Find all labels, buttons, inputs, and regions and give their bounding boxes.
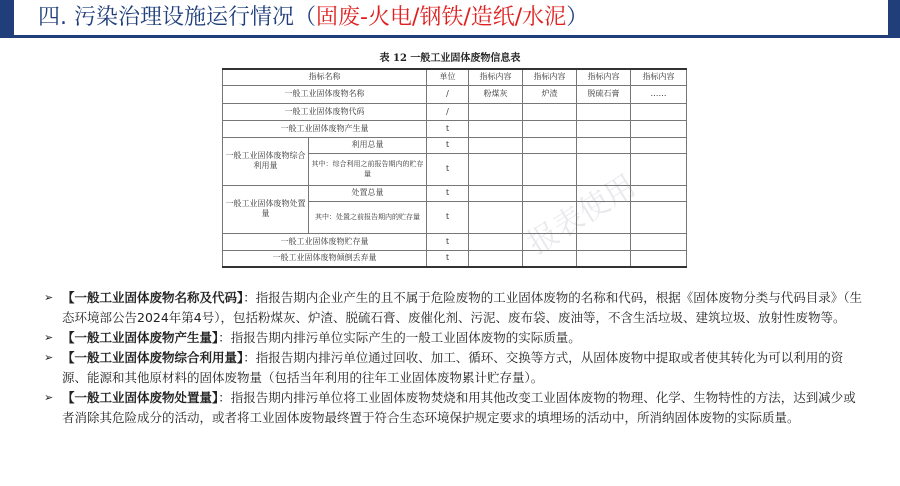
unit-cell: t	[427, 185, 469, 201]
table-header-row	[223, 69, 687, 85]
unit-cell: t	[427, 201, 469, 233]
title-suffix: ）	[566, 5, 589, 30]
header-underline	[0, 35, 900, 38]
unit-cell: t	[427, 137, 469, 153]
row-label: 一般工业固体废物产生量	[223, 120, 427, 137]
title-prefix: 四. 污染治理设施运行情况（	[38, 5, 316, 30]
table-row	[223, 103, 687, 120]
value-cell: 粉煤灰	[469, 85, 523, 103]
unit-cell: t	[427, 120, 469, 137]
bullet-arrow-icon: ➢	[44, 351, 54, 364]
row-label: 利用总量	[309, 137, 427, 153]
term: 【一般工业固体废物处置量】	[62, 390, 219, 405]
title-highlight: 固废-火电/钢铁/造纸/水泥	[316, 5, 567, 30]
table-row	[223, 250, 687, 267]
definition-list	[44, 288, 864, 428]
row-label: 其中：综合利用之前报告期内的贮存量	[309, 153, 427, 185]
unit-cell: /	[427, 103, 469, 120]
definition: ：指报告期内排污单位实际产生的一般工业固体废物的实际质量。	[218, 330, 581, 345]
header-cell: 指标内容	[469, 69, 523, 85]
term: 【一般工业固体废物名称及代码】	[62, 290, 244, 305]
definition: ：指报告期内排污单位通过回收、加工、循环、交换等方式，从固体废物中提取或者使其转化为可以利用的资源、能源和其他原材料的固体废物量（包括当年利用的往年工业固体废物累计贮存量）。	[62, 350, 844, 385]
list-item	[44, 288, 864, 328]
header-cell: 指标内容	[631, 69, 687, 85]
row-label: 一般工业固体废物代码	[223, 103, 427, 120]
row-label: 一般工业固体废物倾倒丢弃量	[223, 250, 427, 267]
row-label: 处置总量	[309, 185, 427, 201]
unit-cell: t	[427, 233, 469, 250]
bullet-arrow-icon: ➢	[44, 331, 54, 344]
slide-title	[38, 4, 588, 32]
watermark-text: 报表使用	[521, 168, 643, 262]
header-right-accent	[888, 0, 900, 35]
header-cell: 指标名称	[223, 69, 427, 85]
value-cell: 脱硫石膏	[577, 85, 631, 103]
group-label: 一般工业固体废物处置量	[223, 185, 309, 233]
header-bar	[0, 0, 900, 38]
row-label: 一般工业固体废物贮存量	[223, 233, 427, 250]
unit-cell: t	[427, 250, 469, 267]
row-label: 其中：处置之前报告期内的贮存量	[309, 201, 427, 233]
unit-cell: t	[427, 153, 469, 185]
bullet-arrow-icon: ➢	[44, 291, 54, 304]
header-cell: 指标内容	[577, 69, 631, 85]
group-label: 一般工业固体废物综合利用量	[223, 137, 309, 185]
unit-cell: /	[427, 85, 469, 103]
bullet-arrow-icon: ➢	[44, 391, 54, 404]
table-row	[223, 137, 687, 153]
term: 【一般工业固体废物产生量】	[62, 330, 219, 345]
value-cell: ……	[631, 85, 687, 103]
table-caption: 表 12 一般工业固体废物信息表	[379, 53, 521, 64]
term: 【一般工业固体废物综合利用量】	[62, 350, 244, 365]
table-row	[223, 85, 687, 103]
list-item	[44, 348, 864, 388]
table-row	[223, 120, 687, 137]
row-label: 一般工业固体废物名称	[223, 85, 427, 103]
header-cell: 指标内容	[523, 69, 577, 85]
header-cell: 单位	[427, 69, 469, 85]
value-cell: 炉渣	[523, 85, 577, 103]
definition: ：指报告期内排污单位将工业固体废物焚烧和用其他改变工业固体废物的物理、化学、生物特性的方法，达到减少或者消除其危险成分的活动，或者将工业固体废物最终置于符合生态环境保护规定要求的填埋场的活动中，所消纳固体废物的实际质量。	[62, 390, 856, 425]
definition: ：指报告期内企业产生的且不属于危险废物的工业固体废物的名称和代码，根据《固体废物分类与代码目录》（生态环境部公告2024年第4号），包括粉煤灰、炉渣、脱硫石膏、废催化剂、污泥、废布袋、废油等，不含生活垃圾、建筑垃圾、放射性废物等。	[62, 290, 863, 325]
list-item	[44, 328, 864, 348]
header-left-accent	[0, 0, 14, 35]
table-row	[223, 233, 687, 250]
list-item	[44, 388, 864, 428]
